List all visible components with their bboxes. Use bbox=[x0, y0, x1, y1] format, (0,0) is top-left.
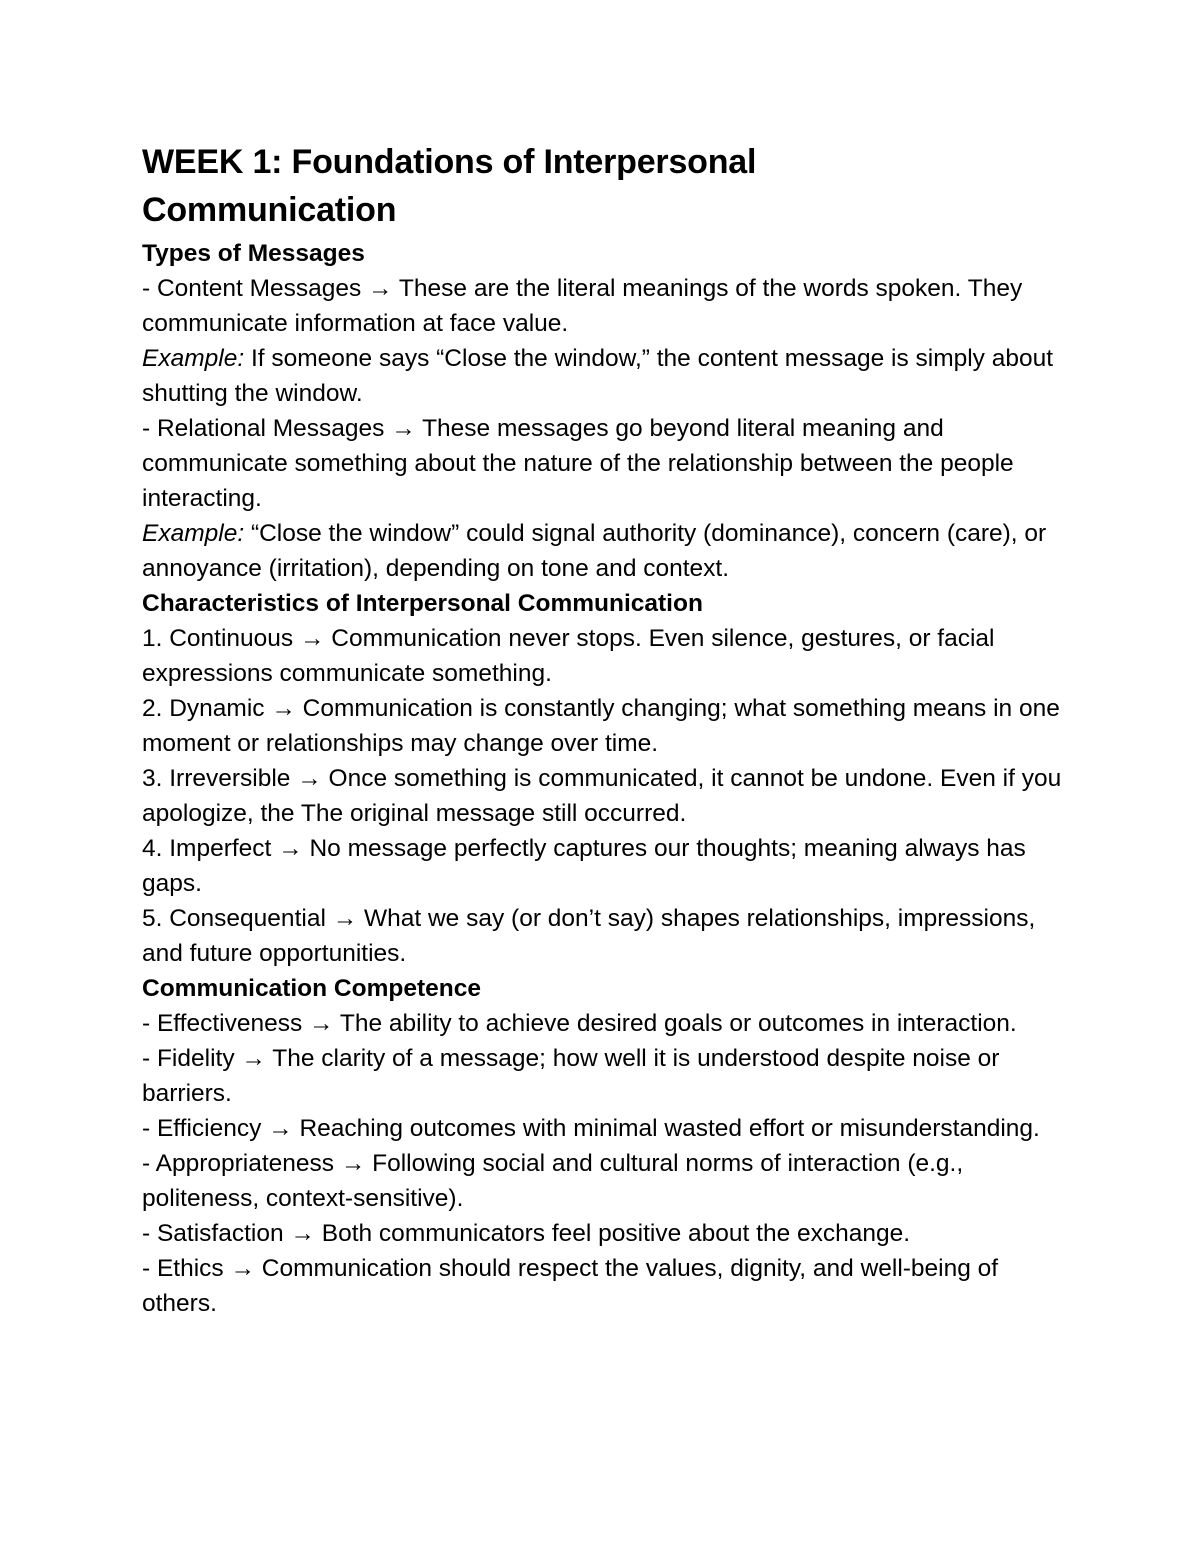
example-label: Example: bbox=[142, 345, 245, 372]
title-line-1: WEEK 1: Foundations of Interpersonal bbox=[142, 143, 757, 181]
characteristic-item: 4. Imperfect → No message perfectly captures our thoughts; meaning always has gaps. bbox=[142, 835, 1026, 897]
competence-item: - Efficiency → Reaching outcomes with minimal wasted effort or misunderstanding. bbox=[142, 1115, 1040, 1142]
competence-item: - Appropriateness → Following social and cultural norms of interaction (e.g., politeness, context-sensitive). bbox=[142, 1150, 964, 1212]
page-title bbox=[142, 138, 1072, 234]
relational-messages-item: - Relational Messages → These messages go beyond literal meaning and communicate something about the nature of the relationship between the people interacting. bbox=[142, 415, 1014, 512]
characteristic-item: 2. Dynamic → Communication is constantly changing; what something means in one moment or relationships may change over time. bbox=[142, 695, 1060, 757]
characteristic-item: 5. Consequential → What we say (or don’t say) shapes relationships, impressions, and future opportunities. bbox=[142, 905, 1036, 967]
content-messages-item: - Content Messages → These are the literal meanings of the words spoken. They communicate information at face value. bbox=[142, 275, 1023, 337]
characteristic-item: 1. Continuous → Communication never stops. Even silence, gestures, or facial expressions communicate something. bbox=[142, 625, 995, 687]
competence-item: - Ethics → Communication should respect the values, dignity, and well-being of others. bbox=[142, 1255, 999, 1317]
relational-messages-example bbox=[142, 516, 1072, 586]
example-text: If someone says “Close the window,” the content message is simply about shutting the window. bbox=[142, 345, 1054, 407]
competence-item: - Fidelity → The clarity of a message; how well it is understood despite noise or barriers. bbox=[142, 1045, 1000, 1107]
content-messages-example bbox=[142, 341, 1072, 411]
title-line-2: Communication bbox=[142, 191, 397, 229]
section-heading-characteristics: Characteristics of Interpersonal Communication bbox=[142, 590, 703, 617]
section-heading-competence: Communication Competence bbox=[142, 975, 481, 1002]
characteristic-item: 3. Irreversible → Once something is communicated, it cannot be undone. Even if you apologize, the The original message still occurred. bbox=[142, 765, 1062, 827]
example-label: Example: bbox=[142, 520, 245, 547]
document-page bbox=[142, 138, 1072, 1321]
section-heading-types: Types of Messages bbox=[142, 240, 365, 267]
competence-item: - Satisfaction → Both communicators feel positive about the exchange. bbox=[142, 1220, 911, 1247]
example-text: “Close the window” could signal authority (dominance), concern (care), or annoyance (irritation), depending on tone and context. bbox=[142, 520, 1047, 582]
competence-item: - Effectiveness → The ability to achieve desired goals or outcomes in interaction. bbox=[142, 1010, 1017, 1037]
